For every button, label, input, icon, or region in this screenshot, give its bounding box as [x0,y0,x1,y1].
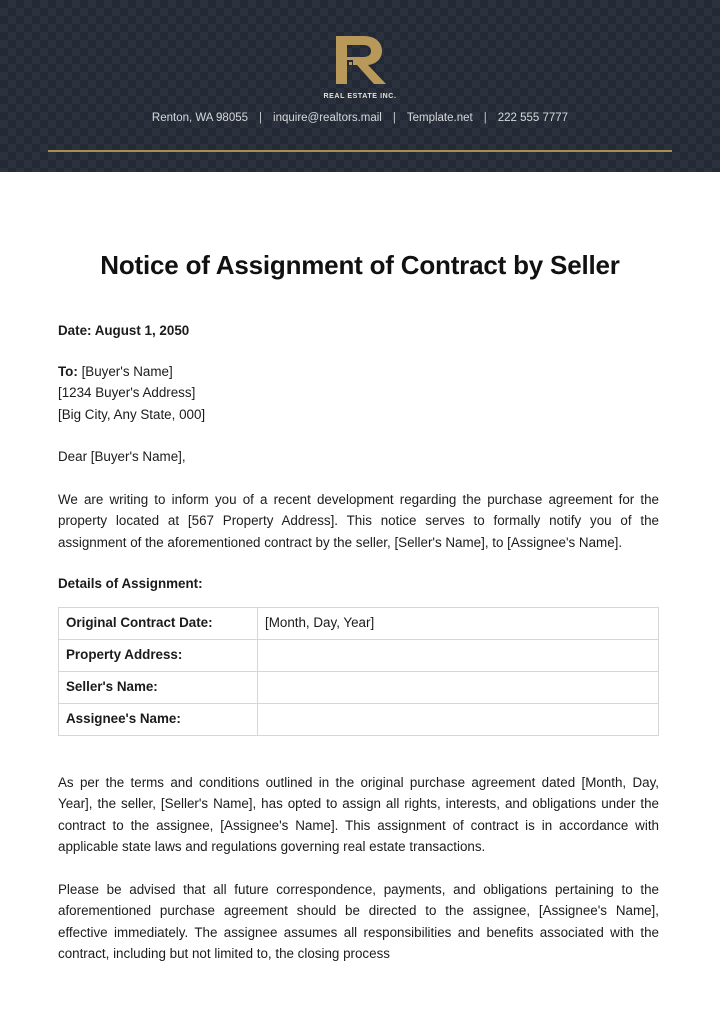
recipient-address-line-1: [1234 Buyer's Address] [58,385,196,400]
advisory-paragraph: Please be advised that all future correspondence, payments, and obligations pertaining to the aforementioned purchase agreement should be directed to the assignee, [Assignee's Name], effective immediately. The assignee assumes all responsibilities and benefits associated with the contract, including but not limited to, the closing process [58,881,659,961]
contact-line [0,112,720,124]
to-label: To: [58,363,78,379]
table-row [59,703,659,735]
terms-paragraph: As per the terms and conditions outlined in the original purchase agreement dated [Month, Day, Year], the seller, [Seller's Name], has opted to assign all rights, interests, and obligations under the contract to the assignee, [Assignee's Name]. This assignment of contract is in accordance with applicable state laws and regulations governing real estate transactions. [58,774,659,854]
contact-separator: | [259,112,263,124]
recipient-block [58,361,659,426]
date-line: Date: August 1, 2050 [58,323,190,338]
salutation: Dear [Buyer's Name], [58,449,186,464]
table-label-cell: Seller's Name: [59,671,258,703]
contact-email: inquire@realtors.mail [273,112,382,124]
letterhead-banner [0,0,720,172]
contact-website: Template.net [406,112,473,124]
table-row [59,639,659,671]
assignment-details-table [58,607,659,736]
details-heading: Details of Assignment: [58,576,203,591]
contact-separator: | [483,112,487,124]
table-value-cell [258,639,659,671]
table-label-cell: Assignee's Name: [59,703,258,735]
table-value-cell [258,703,659,735]
company-name: REAL ESTATE INC. [323,93,397,100]
table-label-cell: Original Contract Date: [59,607,258,639]
contact-location: Renton, WA 98055 [151,112,249,124]
recipient-name: [Buyer's Name] [81,363,173,379]
table-value-cell [258,671,659,703]
table-row [59,671,659,703]
contact-separator: | [392,112,396,124]
recipient-name-line [58,361,659,383]
gold-divider [48,150,672,152]
table-label-cell: Property Address: [59,639,258,671]
letter-r-logo-icon [330,32,390,86]
intro-paragraph: We are writing to inform you of a recent development regarding the purchase agreement for the property located at [567 Property Address]. This notice serves to formally notify you of the assignment of the aforementioned contract by the seller, [Seller's Name], to [Assignee's Name]. [58,491,659,550]
table-value-cell: [Month, Day, Year] [258,607,659,639]
document-body [58,320,659,965]
recipient-address-line-2: [Big City, Any State, 000] [58,406,206,422]
contact-phone: 222 555 7777 [497,112,569,124]
table-row [59,607,659,639]
document-title: Notice of Assignment of Contract by Seller [100,250,620,280]
